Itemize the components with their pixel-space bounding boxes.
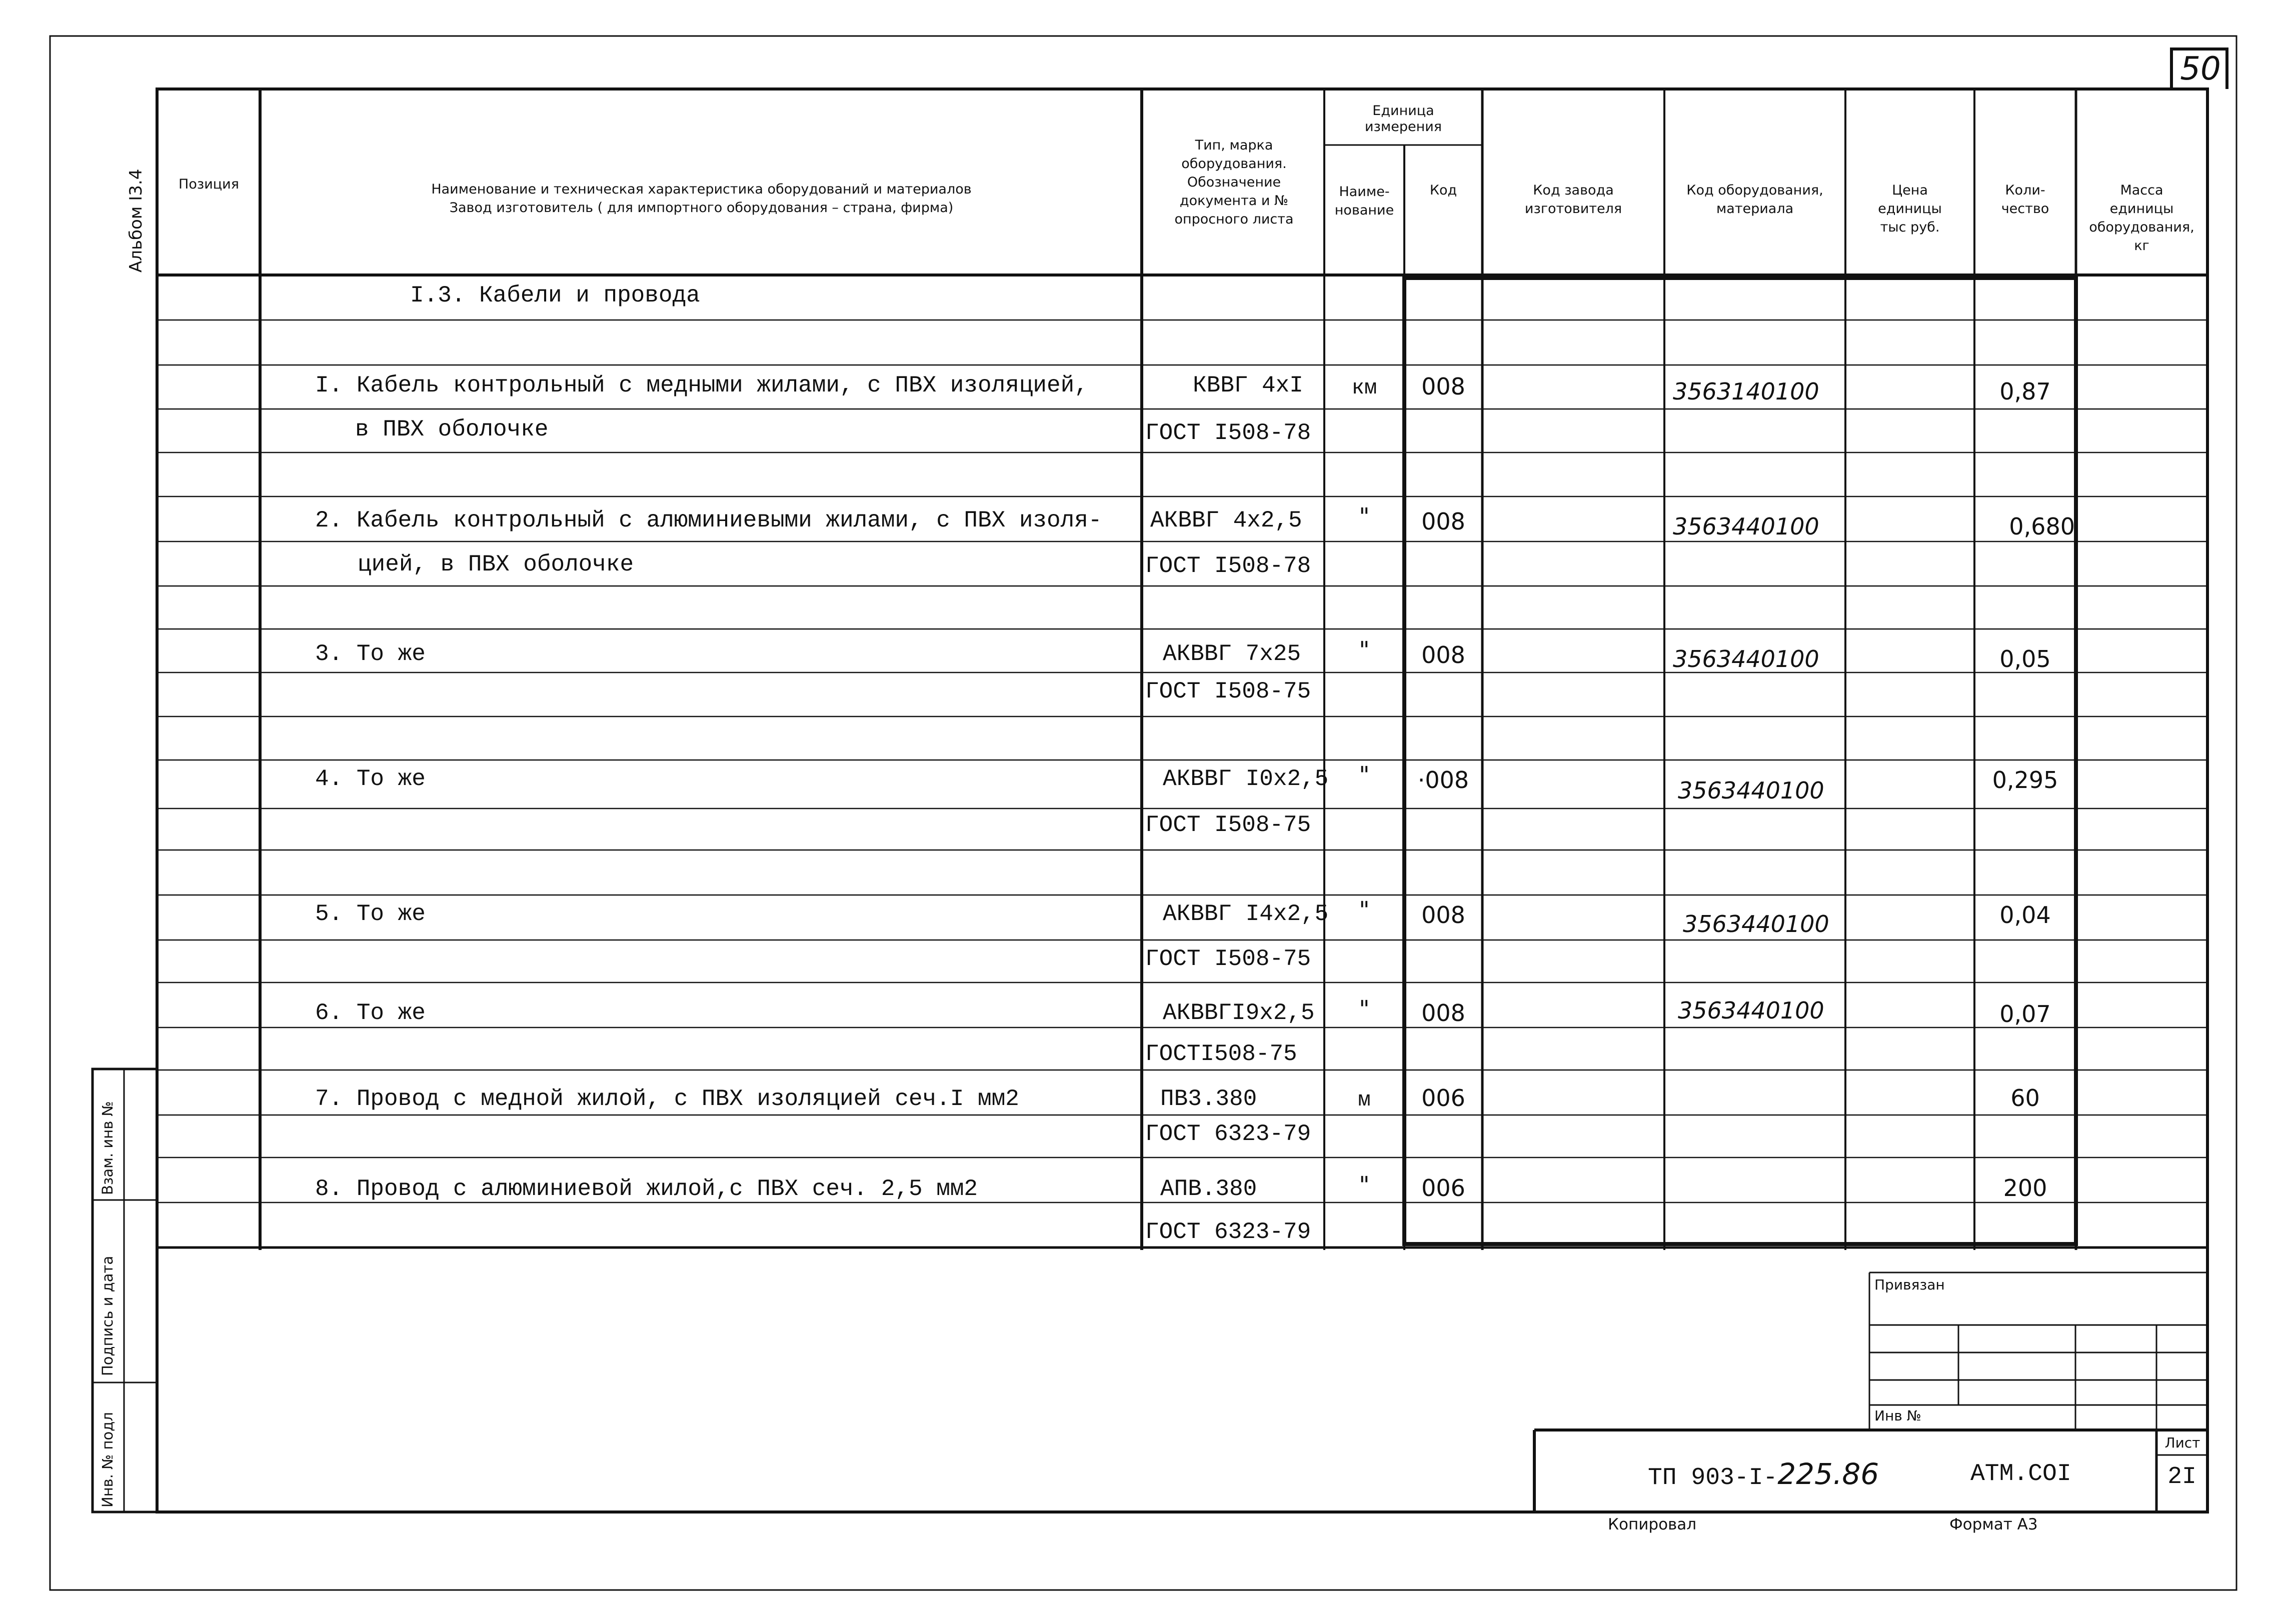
header-unit-group-line-1: Единица bbox=[1372, 103, 1434, 118]
item-8-unit: " bbox=[1359, 1172, 1370, 1198]
header-type bbox=[1145, 136, 1323, 228]
item-2-name-line-1: 2. Кабель контрольный с алюминиевыми жилами, с ПВХ изоля- bbox=[315, 508, 1102, 534]
item-6-unit: " bbox=[1359, 996, 1370, 1022]
item-3-equipment-code: 3563440100 bbox=[1673, 646, 1819, 672]
item-1-name-line-1: I. Кабель контрольный с медными жилами, с ПВХ изоляцией, bbox=[315, 372, 1088, 398]
format-label: Формат А3 bbox=[1949, 1516, 2038, 1534]
item-4-code: ·008 bbox=[1417, 766, 1469, 794]
side-label-podpis: Подпись и дата bbox=[99, 1256, 116, 1376]
item-8-name-line-1: 8. Провод с алюминиевой жилой,с ПВХ сеч. 2,5 мм2 bbox=[315, 1176, 978, 1202]
list-label: Лист bbox=[2164, 1434, 2200, 1451]
item-8-type-line-2: ГОСТ 6323-79 bbox=[1145, 1219, 1311, 1245]
header-type-line-3: Обозначение bbox=[1187, 174, 1281, 190]
item-3-quantity: 0,05 bbox=[1999, 646, 2051, 672]
header-mass-line-4: кг bbox=[2134, 238, 2149, 254]
header-mass-line-2: единицы bbox=[2109, 201, 2174, 216]
item-6-name-line-1: 6. То же bbox=[315, 1000, 426, 1026]
doc-designation bbox=[1648, 1459, 1879, 1493]
item-2-name-line-2: цией, в ПВХ оболочке bbox=[358, 552, 634, 578]
header-quantity bbox=[1975, 181, 2075, 218]
header-equipment-code-line-2: материала bbox=[1716, 201, 1794, 216]
header-unit-code: Код bbox=[1429, 182, 1457, 198]
item-1-type-line-1: КВВГ 4хI bbox=[1193, 372, 1303, 398]
header-name-line-2: Завод изготовитель ( для импортного оборудования – страна, фирма) bbox=[449, 200, 954, 216]
doc-prefix: ТП 903-I- bbox=[1648, 1464, 1778, 1492]
item-8-quantity: 200 bbox=[2003, 1174, 2047, 1202]
privyazan-label: Привязан bbox=[1874, 1276, 1945, 1293]
sheet-number: 2I bbox=[2167, 1464, 2196, 1490]
item-1-unit: км bbox=[1351, 376, 1377, 400]
item-8-code: 006 bbox=[1421, 1174, 1465, 1202]
header-equipment-code bbox=[1665, 181, 1844, 218]
header-factory-code-line-2: изготовителя bbox=[1524, 201, 1622, 216]
item-4-type-line-1: АКВВГ I0х2,5 bbox=[1163, 766, 1329, 792]
item-4-equipment-code: 3563440100 bbox=[1678, 777, 1824, 804]
header-type-line-5: опросного листа bbox=[1174, 212, 1294, 227]
doc-suffix: 225.86 bbox=[1777, 1457, 1879, 1491]
doc-code: АТМ.СОI bbox=[1970, 1460, 2071, 1488]
item-5-type-line-1: АКВВГ I4х2,5 bbox=[1163, 901, 1329, 927]
item-4-unit: " bbox=[1359, 762, 1370, 788]
header-type-line-4: документа и № bbox=[1179, 193, 1289, 208]
header-mass-line-1: Масса bbox=[2120, 182, 2163, 198]
header-unit-name bbox=[1325, 182, 1403, 220]
item-7-type-line-2: ГОСТ 6323-79 bbox=[1145, 1121, 1311, 1147]
item-5-quantity: 0,04 bbox=[1999, 902, 2051, 928]
item-7-name-line-1: 7. Провод с медной жилой, с ПВХ изоляцией сеч.I мм2 bbox=[315, 1086, 1019, 1112]
item-6-code: 008 bbox=[1421, 1000, 1465, 1026]
item-1-code: 008 bbox=[1421, 373, 1465, 400]
item-1-name-line-2: в ПВХ оболочке bbox=[355, 416, 549, 442]
item-6-quantity: 0,07 bbox=[1999, 1000, 2051, 1028]
item-7-code: 006 bbox=[1421, 1084, 1465, 1112]
header-mass-line-3: оборудования, bbox=[2089, 220, 2194, 235]
item-5-unit: " bbox=[1359, 896, 1370, 924]
item-2-code: 008 bbox=[1421, 508, 1465, 535]
item-6-type-line-1: АКВВГI9х2,5 bbox=[1163, 1000, 1315, 1026]
item-7-quantity: 60 bbox=[2010, 1084, 2040, 1112]
header-price-line-3: тыс руб. bbox=[1880, 220, 1940, 235]
header-mass bbox=[2077, 181, 2206, 255]
item-1-quantity: 0,87 bbox=[1999, 378, 2051, 405]
item-5-equipment-code: 3563440100 bbox=[1683, 910, 1829, 938]
item-1-type-line-2: ГОСТ I508-78 bbox=[1145, 420, 1311, 446]
item-6-equipment-code: 3563440100 bbox=[1678, 997, 1824, 1024]
item-7-unit: м bbox=[1358, 1088, 1371, 1112]
header-position: Позиция bbox=[179, 176, 239, 192]
side-label-vzam: Взам. инв № bbox=[99, 1101, 116, 1195]
item-7-type-line-1: ПВ3.380 bbox=[1160, 1086, 1257, 1112]
header-quantity-line-2: чество bbox=[2001, 201, 2049, 216]
inv-no-label: Инв № bbox=[1874, 1408, 1921, 1424]
item-5-code: 008 bbox=[1421, 902, 1465, 928]
item-3-type-line-2: ГОСТ I508-75 bbox=[1145, 678, 1311, 704]
item-3-name-line-1: 3. То же bbox=[315, 641, 426, 667]
header-price-line-1: Цена bbox=[1892, 182, 1928, 198]
item-2-quantity: 0,680 bbox=[2009, 513, 2075, 540]
header-name bbox=[263, 180, 1140, 217]
item-4-quantity: 0,295 bbox=[1992, 766, 2058, 794]
kopiroval-label: Копировал bbox=[1608, 1516, 1697, 1534]
page-number: 50 bbox=[2180, 50, 2221, 88]
item-1-equipment-code: 3563140100 bbox=[1673, 378, 1819, 405]
header-factory-code-line-1: Код завода bbox=[1533, 182, 1614, 198]
item-4-type-line-2: ГОСТ I508-75 bbox=[1145, 812, 1311, 838]
header-factory-code bbox=[1483, 181, 1663, 218]
section-title: I.3. Кабели и провода bbox=[410, 282, 700, 308]
header-price bbox=[1846, 181, 1973, 236]
item-6-type-line-2: ГОСТI508-75 bbox=[1145, 1041, 1297, 1067]
item-2-unit: " bbox=[1359, 503, 1370, 530]
item-5-type-line-2: ГОСТ I508-75 bbox=[1145, 946, 1311, 972]
item-2-equipment-code: 3563440100 bbox=[1673, 513, 1819, 540]
item-5-name-line-1: 5. То же bbox=[315, 901, 426, 927]
header-price-line-2: единицы bbox=[1878, 201, 1942, 216]
album-label: Альбом I3.4 bbox=[126, 168, 146, 272]
header-quantity-line-1: Коли- bbox=[2005, 182, 2045, 198]
item-3-unit: " bbox=[1359, 636, 1370, 664]
header-unit-group bbox=[1325, 103, 1481, 135]
side-label-inv: Инв. № подл bbox=[99, 1412, 116, 1508]
header-unit-group-line-2: измерения bbox=[1364, 119, 1442, 134]
item-2-type-line-1: АКВВГ 4х2,5 bbox=[1150, 508, 1302, 534]
item-3-type-line-1: АКВВГ 7х25 bbox=[1163, 641, 1301, 667]
header-unit-name-line-1: Наиме- bbox=[1339, 184, 1390, 200]
item-4-name-line-1: 4. То же bbox=[315, 766, 426, 792]
item-3-code: 008 bbox=[1421, 642, 1465, 668]
header-type-line-2: оборудования. bbox=[1181, 156, 1287, 172]
item-2-type-line-2: ГОСТ I508-78 bbox=[1145, 553, 1311, 579]
header-type-line-1: Тип, марка bbox=[1195, 138, 1273, 153]
header-name-line-1: Наименование и техническая характеристика оборудований и материалов bbox=[431, 182, 972, 197]
header-equipment-code-line-1: Код оборудования, bbox=[1686, 182, 1823, 198]
header-unit-name-line-2: нование bbox=[1334, 202, 1394, 218]
item-8-type-line-1: АПВ.380 bbox=[1160, 1176, 1257, 1202]
